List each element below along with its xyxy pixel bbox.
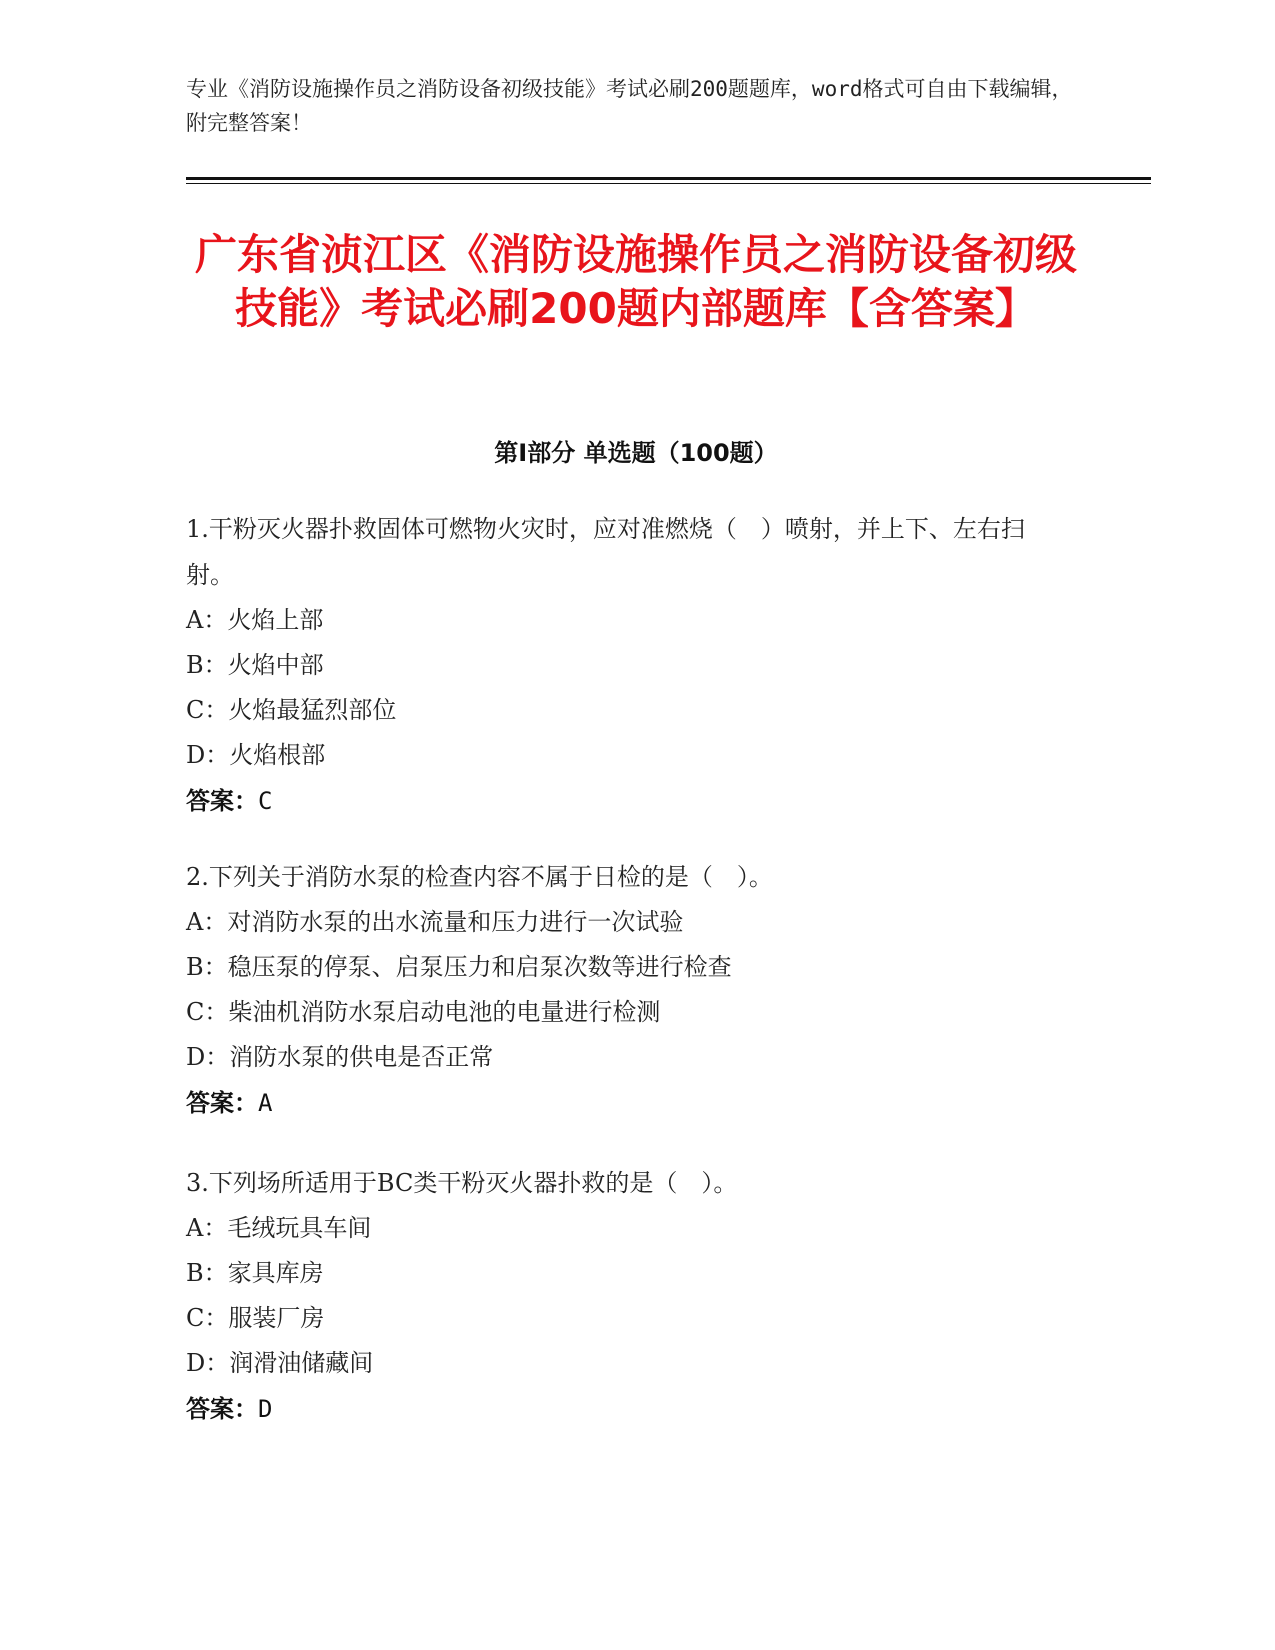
option-b: B：火焰中部 bbox=[186, 651, 324, 679]
option-b: B：稳压泵的停泵、启泵压力和启泵次数等进行检查 bbox=[186, 953, 732, 981]
question-stem: 2.下列关于消防水泵的检查内容不属于日检的是（ ）。 bbox=[186, 863, 773, 891]
option-a: A：火焰上部 bbox=[186, 606, 324, 634]
answer-line bbox=[186, 1386, 1066, 1432]
answer-label: 答案： bbox=[186, 1395, 258, 1423]
option-d: D：火焰根部 bbox=[186, 741, 326, 769]
option-c: C：火焰最猛烈部位 bbox=[186, 696, 397, 724]
document-title: 广东省浈江区《消防设施操作员之消防设备初级技能》考试必刷200题内部题库【含答案】 bbox=[194, 230, 1077, 333]
option-c: C：柴油机消防水泵启动电池的电量进行检测 bbox=[186, 998, 661, 1026]
answer-value: A bbox=[258, 1089, 273, 1117]
option-b: B：家具库房 bbox=[186, 1259, 324, 1287]
option-a: A：对消防水泵的出水流量和压力进行一次试验 bbox=[186, 908, 684, 936]
question-3 bbox=[186, 1160, 1066, 1432]
header-divider-thick bbox=[186, 177, 1151, 180]
header-divider-thin bbox=[186, 183, 1151, 184]
header-note: 专业《消防设施操作员之消防设备初级技能》考试必刷200题题库，word格式可自由下载编辑，附完整答案！ bbox=[186, 77, 1073, 135]
option-d: D：消防水泵的供电是否正常 bbox=[186, 1043, 494, 1071]
option-a: A：毛绒玩具车间 bbox=[186, 1214, 372, 1242]
option-c: C：服装厂房 bbox=[186, 1304, 325, 1332]
section-heading: 第I部分 单选题（100题） bbox=[494, 439, 778, 467]
question-stem: 1.干粉灭火器扑救固体可燃物火灾时，应对准燃烧（ ）喷射，并上下、左右扫射。 bbox=[186, 515, 1025, 589]
option-d: D：润滑油储藏间 bbox=[186, 1349, 374, 1377]
answer-line bbox=[186, 1080, 1066, 1126]
answer-value: C bbox=[258, 787, 273, 815]
question-1 bbox=[186, 506, 1066, 824]
answer-label: 答案： bbox=[186, 1089, 258, 1117]
question-stem: 3.下列场所适用于BC类干粉灭火器扑救的是（ ）。 bbox=[186, 1169, 738, 1197]
question-2 bbox=[186, 854, 1066, 1126]
answer-line bbox=[186, 778, 1066, 824]
answer-value: D bbox=[258, 1395, 273, 1423]
answer-label: 答案： bbox=[186, 787, 258, 815]
